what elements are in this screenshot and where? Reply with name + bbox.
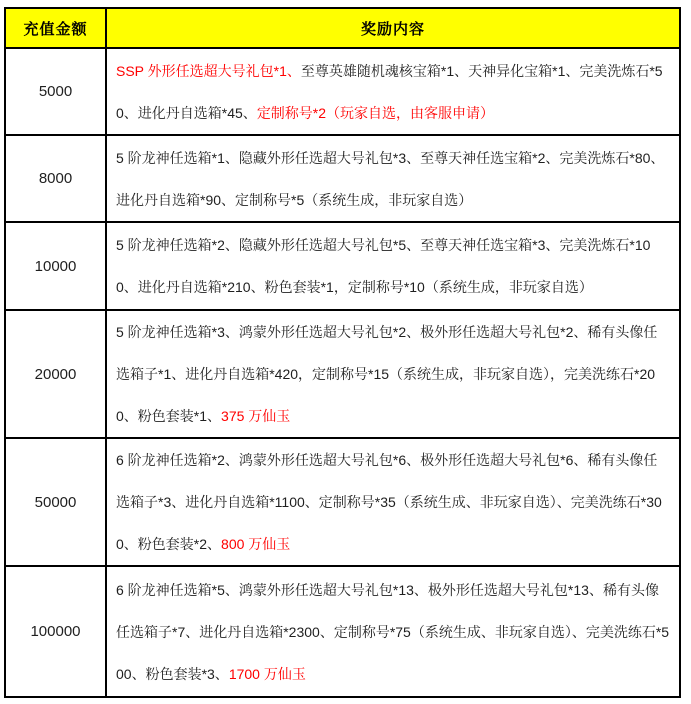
reward-cell	[106, 135, 680, 222]
reward-text-segment: 5 阶龙神任选箱*2、隐藏外形任选超大号礼包*5、至尊天神任选宝箱*3、完美洗炼石*100、进化丹自选箱*210、粉色套装*1，定制称号*10（系统生成，非玩家自选）	[116, 237, 651, 295]
reward-text-segment: 5 阶龙神任选箱*3、鸿蒙外形任选超大号礼包*2、极外形任选超大号礼包*2、稀有头像任选箱子*1、进化丹自选箱*420，定制称号*15（系统生成，非玩家自选），完美洗练石*200、粉色套装*1、	[116, 324, 658, 424]
reward-text-segment: 375 万仙玉	[221, 408, 291, 424]
amount-cell: 100000	[5, 566, 106, 697]
reward-text-segment: 定制称号*2（玩家自选，由客服申请）	[256, 104, 495, 121]
amount-cell: 50000	[5, 438, 106, 566]
amount-cell: 5000	[5, 48, 106, 135]
table-row	[5, 135, 680, 222]
amount-cell: 8000	[5, 135, 106, 222]
reward-text-segment: SSP 外形任选超大号礼包*1、	[116, 62, 301, 79]
recharge-rewards-table	[4, 7, 681, 698]
reward-cell	[106, 438, 680, 566]
reward-cell	[106, 48, 680, 135]
table-row	[5, 48, 680, 135]
table-header-row	[5, 8, 680, 48]
table-row	[5, 566, 680, 697]
amount-cell: 10000	[5, 222, 106, 310]
table-row	[5, 310, 680, 438]
reward-text-segment: 6 阶龙神任选箱*2、鸿蒙外形任选超大号礼包*6、极外形任选超大号礼包*6、稀有头像任选箱子*3、进化丹自选箱*1100、定制称号*35（系统生成、非玩家自选）、完美洗练石*300、粉色套装*2、	[116, 452, 662, 552]
reward-text-segment: 5 阶龙神任选箱*1、隐藏外形任选超大号礼包*3、至尊天神任选宝箱*2、完美洗炼石*80、进化丹自选箱*90、定制称号*5（系统生成，非玩家自选）	[116, 149, 665, 208]
reward-text-segment: 800 万仙玉	[221, 536, 291, 552]
reward-text-segment: 1700 万仙玉	[228, 665, 306, 682]
reward-cell	[106, 222, 680, 310]
table-row	[5, 222, 680, 310]
reward-text-segment: 6 阶龙神任选箱*5、鸿蒙外形任选超大号礼包*13、极外形任选超大号礼包*13、稀有头像任选箱子*7、进化丹自选箱*2300、定制称号*75（系统生成、非玩家自选）、完美洗练石*500、粉色套装*3、	[116, 581, 670, 682]
header-reward-content: 奖励内容	[106, 8, 680, 48]
amount-cell: 20000	[5, 310, 106, 438]
table-row	[5, 438, 680, 566]
reward-cell	[106, 310, 680, 438]
reward-text-segment: 至尊英雄随机魂核宝箱*1、天神异化宝箱*1、完美洗炼石*50、进化丹自选箱*45、	[116, 62, 663, 121]
reward-cell	[106, 566, 680, 697]
header-recharge-amount: 充值金额	[5, 8, 106, 48]
